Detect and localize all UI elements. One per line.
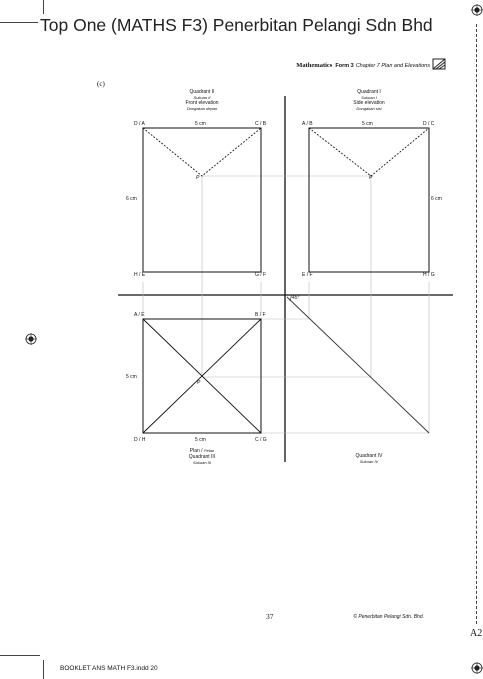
dimension-label: 6 cm xyxy=(431,196,442,202)
vertex-label: C / G xyxy=(255,437,267,443)
page-number: 37 xyxy=(266,612,274,621)
quadrant-1-label: Quadrant I Sukuan I Side elevation Dongakan sisi xyxy=(353,89,385,111)
dimension-label: 6 cm xyxy=(126,196,137,202)
angle-label: 45° xyxy=(292,295,300,301)
side-hidden-edges xyxy=(309,128,429,176)
chapter-label: Chapter 7 Plan and Elevations xyxy=(355,63,430,69)
vertex-label: D / H xyxy=(134,437,146,443)
vertex-label: G / F xyxy=(255,272,267,278)
vertex-label: A / B xyxy=(302,121,313,127)
vertex-label: E / F xyxy=(302,272,313,278)
apex-label: P xyxy=(196,175,200,181)
vertex-label: D / A xyxy=(134,121,145,127)
front-hidden-edges xyxy=(143,128,261,176)
apex-label: P xyxy=(369,175,373,181)
side-elevation-rect xyxy=(309,128,429,272)
quadrant-3-label: Plan / Pelan Quadrant III Sukuan III xyxy=(188,448,216,465)
dimension-label: 5 cm xyxy=(362,121,373,127)
quadrant-2-label: Quadrant II Sukuan II Front elevation Dongakan depan xyxy=(185,89,219,111)
vertex-label: H / G xyxy=(423,272,435,278)
dimension-label: 5 cm xyxy=(195,437,206,443)
vertex-label: H / E xyxy=(134,272,146,278)
center-label: P xyxy=(197,380,201,386)
file-slug: BOOKLET ANS MATH F3.indd 20 xyxy=(60,665,158,672)
vertex-label: D / C xyxy=(423,121,435,127)
vertex-label: A / E xyxy=(134,312,145,318)
quadrant-4-label: Quadrant IV Sukuan IV xyxy=(355,453,383,464)
projection-line-45 xyxy=(287,297,429,433)
subject-label: Mathematics xyxy=(296,62,333,69)
vertex-label: B / F xyxy=(255,312,266,318)
form-label: Form 3 xyxy=(335,63,354,69)
vertex-label: C / B xyxy=(255,121,267,127)
question-label: (c) xyxy=(97,80,105,88)
copyright-text: © Penerbitan Pelangi Sdn. Bhd. xyxy=(353,614,424,620)
dimension-label: 5 cm xyxy=(126,374,137,380)
dimension-label: 5 cm xyxy=(195,121,206,127)
page-code: A2 xyxy=(470,628,483,639)
document-title: Top One (MATHS F3) Penerbitan Pelangi Sdn Bhd xyxy=(40,15,433,35)
